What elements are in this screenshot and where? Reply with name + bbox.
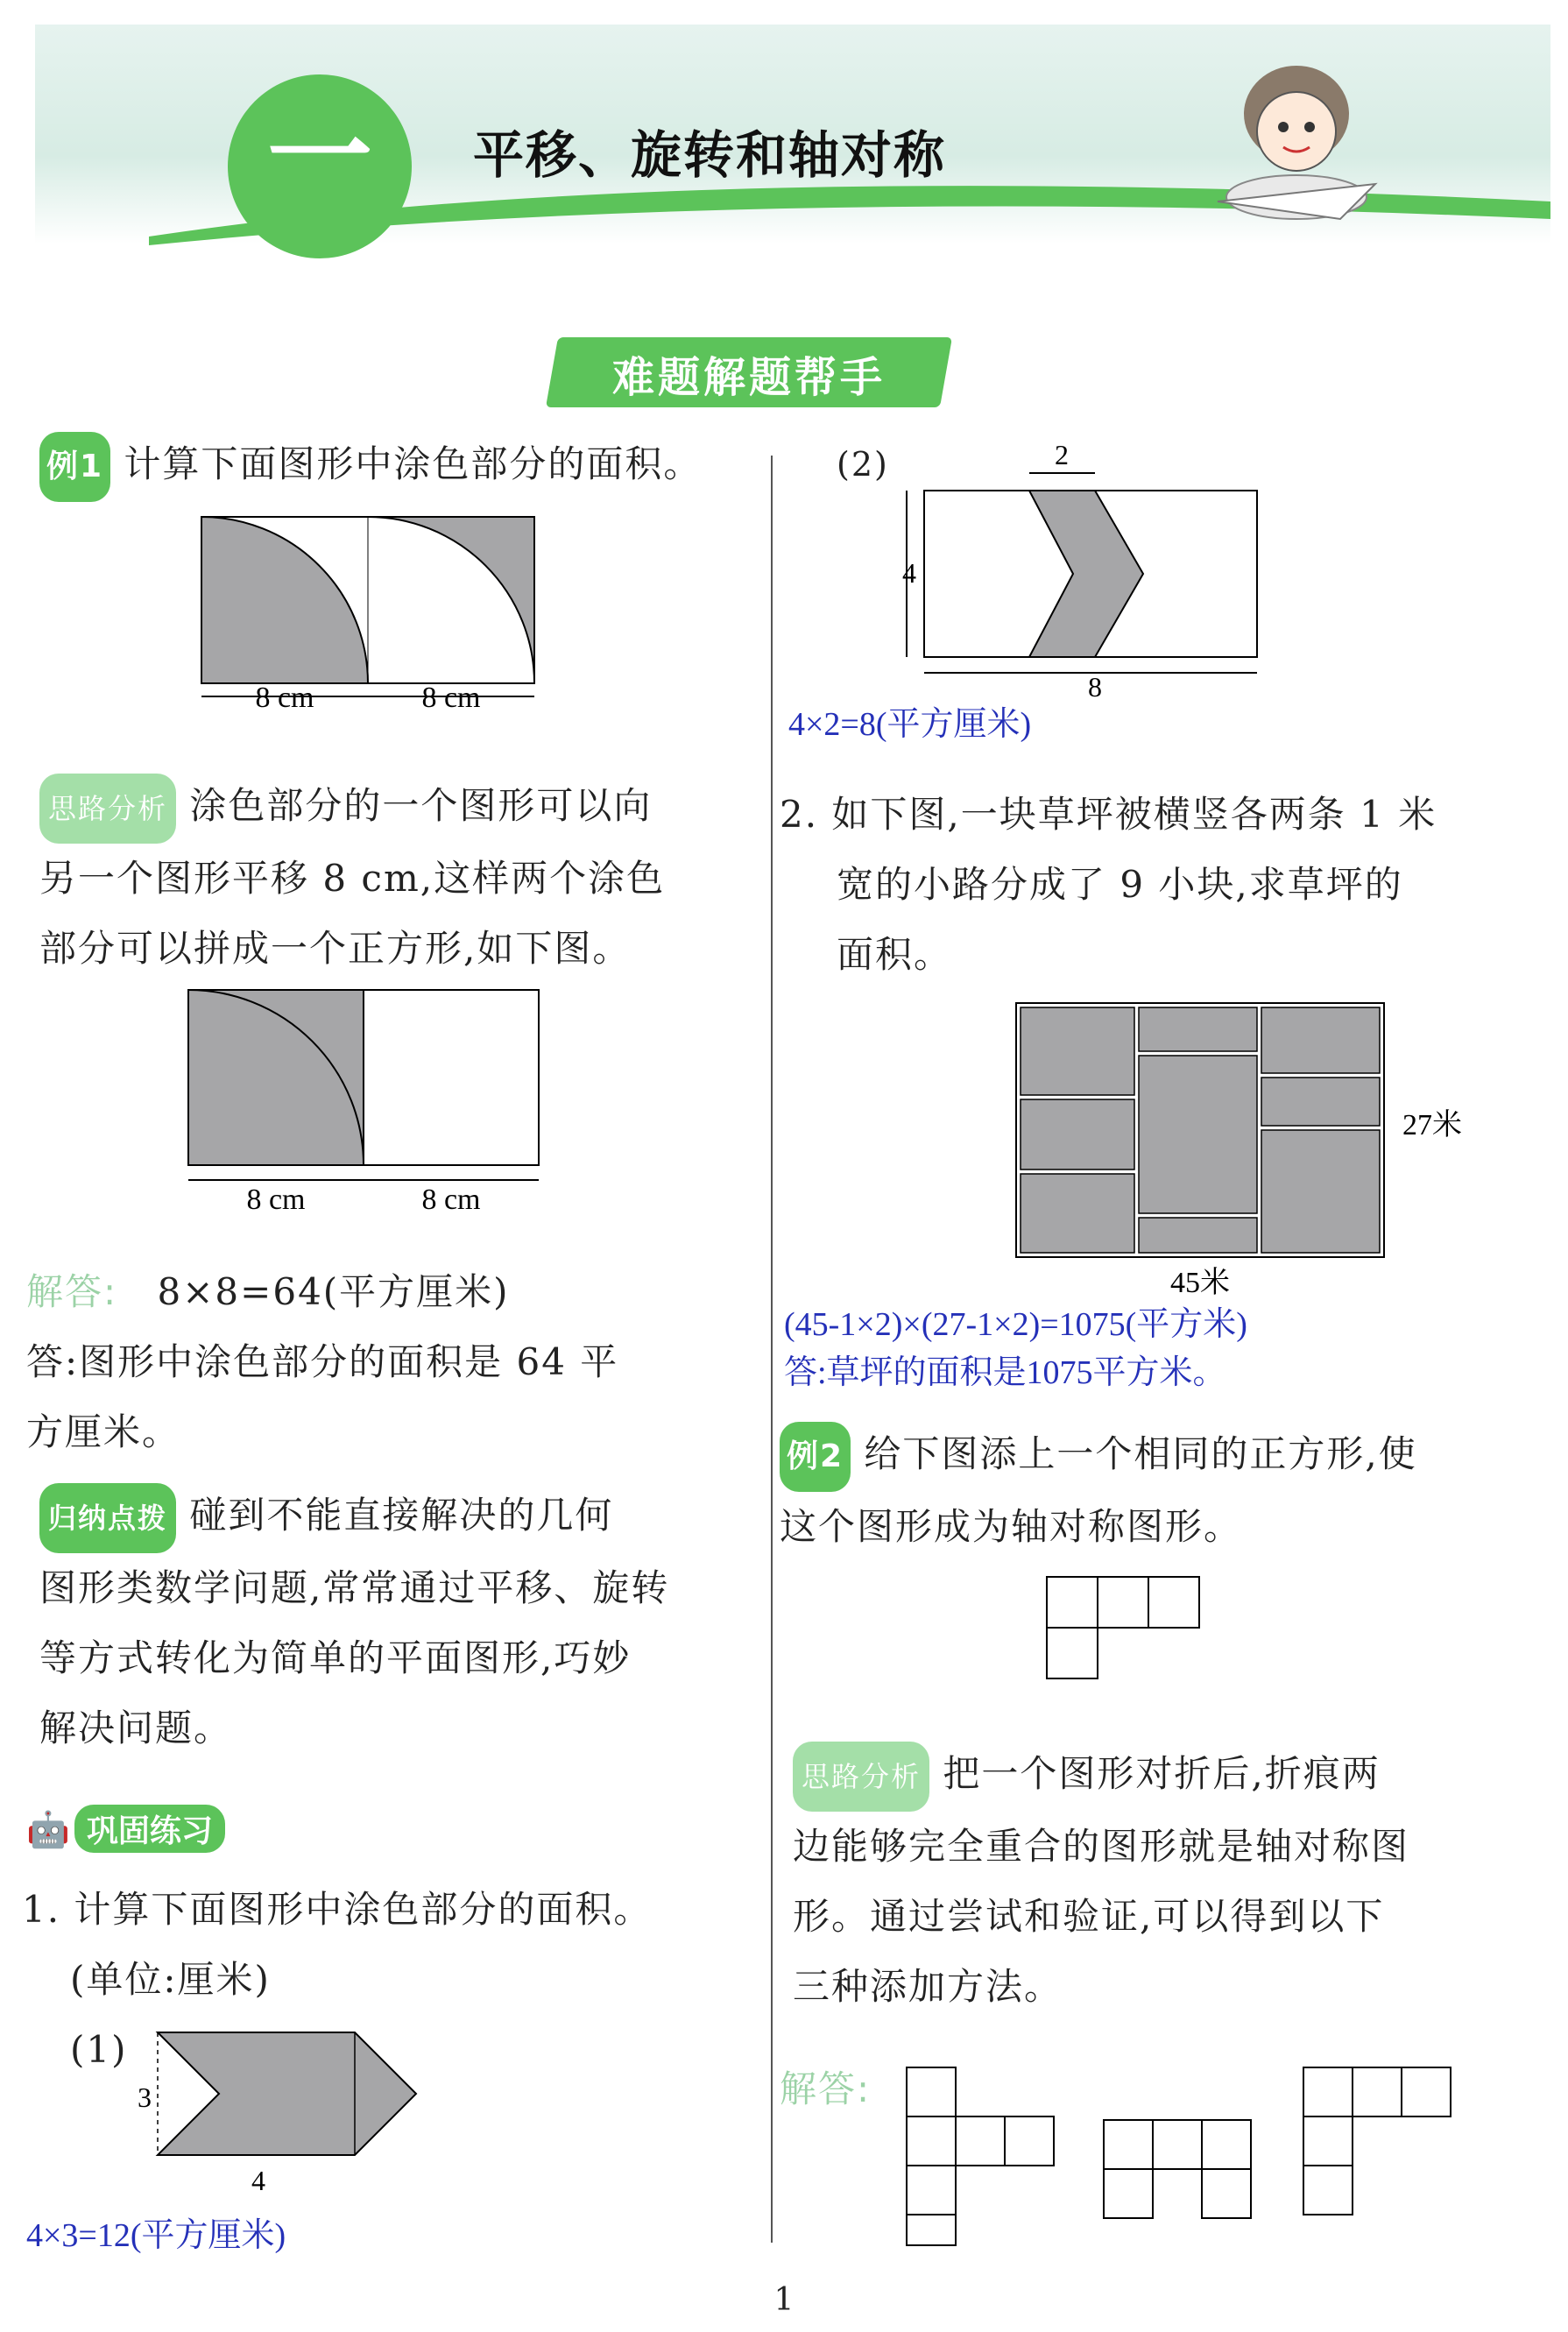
example1-answer-label: 解答: [26,1270,118,1313]
example1-summary-line: 图形类数学问题,常常通过平移、旋转 [39,1566,670,1609]
example2-analysis [793,1739,1511,2022]
example1-analysis-line: 部分可以拼成一个正方形,如下图。 [39,927,632,970]
example2-question-line: 给下图添上一个相同的正方形,使 [864,1432,1417,1475]
lawn-height-label: 27米 [1402,1109,1462,1141]
example1-analysis-tag: 思路分析 [39,774,176,844]
lawn-width-label: 45米 [1170,1267,1230,1299]
example1-conclusion [26,1327,727,1467]
example1-analysis [39,771,723,984]
part2-length-label: 8 [1088,671,1102,701]
example1-summary-line: 碰到不能直接解决的几何 [189,1494,614,1537]
example1-summary-tag: 归纳点拨 [39,1483,176,1553]
part1-width-label: 4 [251,2165,265,2196]
practice-q1-part1-label: (1) [70,2028,128,2071]
practice-q1-part2-figure [885,438,1288,701]
fig2-label-left: 8 cm [246,1184,306,1216]
part2-width-label: 2 [1055,439,1069,470]
example1-summary-line: 解决问题。 [39,1707,233,1749]
practice-q2-lawn-figure [1007,994,1472,1301]
example1-answer-text: 8×8=64(平方厘米) [157,1270,510,1313]
example2-shape-figure [1042,1572,1209,1686]
example1-summary-line: 等方式转化为简单的平面图形,巧妙 [39,1636,632,1679]
example2-question [780,1419,1515,1562]
chapter-number: 一 [228,74,412,258]
practice-q1-unit: (单位:厘米) [70,1958,271,2001]
example1-tag: 例1 [39,432,110,502]
practice-q2-line: 2. 如下图,一块草坪被横竖各两条 1 米 [780,793,1437,836]
fig1-label-right: 8 cm [421,682,481,714]
chapter-title: 平移、旋转和轴对称 [473,125,947,185]
robot-icon: 🤖 [26,1810,70,1850]
example1-conclusion-line: 答:图形中涂色部分的面积是 64 平 [26,1340,619,1383]
example1-figure2 [184,986,552,1218]
example1-answer [26,1257,727,1327]
example2-analysis-line: 三种添加方法。 [793,1965,1063,2008]
example2-question-line: 这个图形成为轴对称图形。 [780,1505,1243,1548]
example1-figure [197,512,547,718]
practice-q2-answer: (45-1×2)×(27-1×2)=1075(平方米) [784,1306,1247,1343]
example2-analysis-line: 形。通过尝试和验证,可以得到以下 [793,1895,1385,1938]
mascot-illustration [1165,44,1428,237]
example1-conclusion-line: 方厘米。 [26,1410,181,1453]
example1-question-line [39,429,740,502]
practice-q1-part1-figure [123,2028,429,2212]
section-banner: 难题解题帮手 [611,353,886,402]
column-divider [771,456,773,2243]
example1-question: 计算下面图形中涂色部分的面积。 [124,442,703,485]
example2-analysis-line: 边能够完全重合的图形就是轴对称图 [793,1825,1410,1868]
practice-heading [26,1805,225,1853]
fig1-label-left: 8 cm [255,682,314,714]
practice-q2-line: 宽的小路分成了 9 小块,求草坪的 [837,863,1403,906]
example1-analysis-line: 另一个图形平移 8 cm,这样两个涂色 [39,857,666,900]
practice-q1-part2-answer: 4×2=8(平方厘米) [788,706,1032,743]
fig2-label-right: 8 cm [421,1184,481,1216]
practice-q2-conclusion: 答:草坪的面积是1075平方米。 [784,1354,1226,1391]
practice-q2-line: 面积。 [837,933,953,976]
example1-summary [39,1480,731,1763]
example2-solutions-figure [902,2063,1472,2251]
example2-analysis-line: 把一个图形对折后,折痕两 [943,1752,1381,1795]
practice-q1-part1-answer: 4×3=12(平方厘米) [26,2217,286,2254]
part2-height-label: 4 [902,557,916,589]
practice-q1-part2-label: (2) [837,445,889,484]
practice-q2 [780,780,1515,990]
example2-answer-label: 解答: [780,2067,872,2110]
example1-analysis-line: 涂色部分的一个图形可以向 [189,784,653,827]
page-number: 1 [773,2282,795,2318]
practice-q1: 1. 计算下面图形中涂色部分的面积。 [22,1888,653,1931]
example2-analysis-tag: 思路分析 [793,1742,929,1812]
practice-tag: 巩固练习 [74,1805,225,1853]
part1-height-label: 3 [138,2081,152,2113]
example2-tag: 例2 [780,1422,851,1492]
